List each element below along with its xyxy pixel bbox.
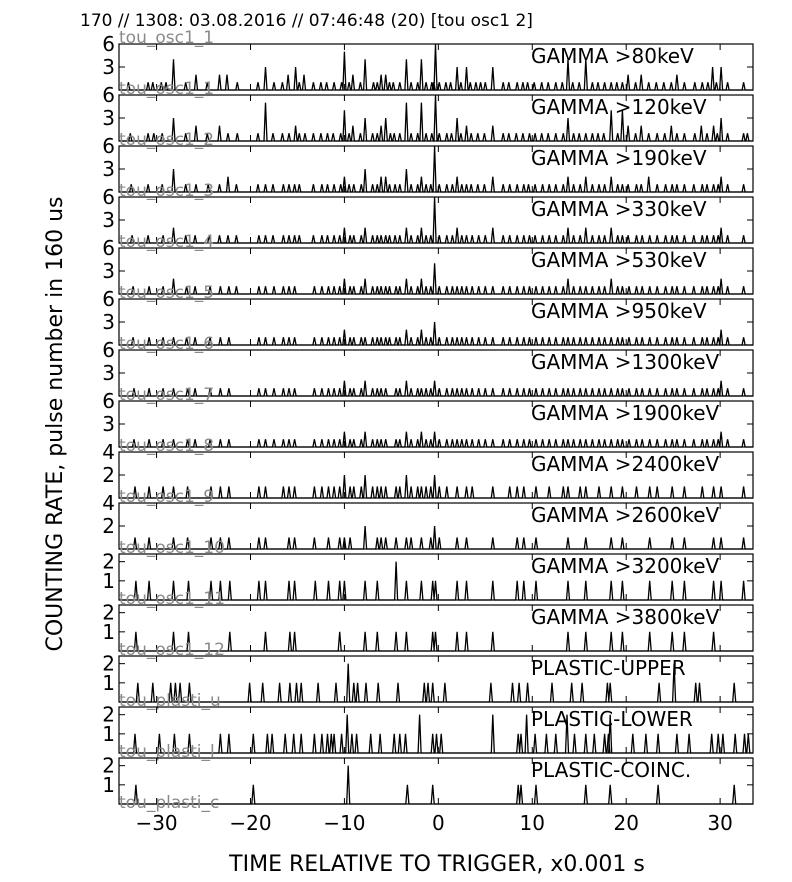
- channel-id: tou_plasti_l: [119, 742, 215, 762]
- channel-label: PLASTIC-UPPER: [531, 656, 686, 680]
- x-tick-label: −20: [229, 811, 272, 835]
- x-tick-label: −10: [323, 811, 366, 835]
- y-tick-label: 1: [102, 772, 115, 797]
- y-tick-label: 3: [102, 208, 115, 232]
- y-tick-label: 2: [102, 549, 115, 574]
- channel-id: tou_plasti_u: [119, 691, 221, 711]
- y-tick-label: 3: [102, 157, 115, 181]
- channel-id: tou_osc1_2: [119, 130, 215, 150]
- channel-label: GAMMA >3800keV: [531, 605, 720, 629]
- channel-id: tou_osc1_5: [119, 283, 215, 303]
- channel-label: GAMMA >2600keV: [531, 503, 720, 527]
- series-line: [119, 432, 753, 447]
- y-tick-label: 3: [102, 259, 115, 283]
- channel-label: GAMMA >1300keV: [531, 350, 720, 374]
- y-tick-label: 2: [102, 463, 115, 487]
- y-tick-label: 2: [102, 651, 115, 676]
- channel-label: PLASTIC-LOWER: [531, 707, 693, 731]
- y-tick-label: 3: [102, 55, 115, 79]
- y-tick-label: 1: [102, 568, 115, 593]
- panel-12: [102, 601, 753, 660]
- channel-id: tou_osc1_10: [119, 538, 225, 558]
- panel-15: [102, 754, 753, 813]
- channel-id: tou_osc1_12: [119, 640, 225, 660]
- channel-id: tou_osc1_1: [119, 79, 215, 99]
- y-tick-label: 3: [102, 310, 115, 334]
- x-axis-label: TIME RELATIVE TO TRIGGER, x0.001 s: [229, 852, 645, 877]
- channel-label: GAMMA >120keV: [531, 95, 707, 119]
- channel-id: tou_osc1_3: [119, 181, 215, 201]
- channel-label: GAMMA >1900keV: [531, 401, 720, 425]
- channel-id: tou_osc1_6: [119, 334, 215, 354]
- x-tick-label: 30: [707, 811, 733, 835]
- series-line: [119, 381, 753, 396]
- series-line: [119, 322, 753, 345]
- channel-label: GAMMA >330keV: [531, 197, 707, 221]
- y-tick-label: 6: [102, 236, 115, 260]
- channel-label: GAMMA >3200keV: [531, 554, 720, 578]
- y-tick-label: 6: [102, 134, 115, 158]
- y-tick-label: 3: [102, 412, 115, 436]
- y-tick-label: 3: [102, 106, 115, 130]
- chart-header: 170 // 1308: 03.08.2016 // 07:46:48 (20) [tou osc1 2]: [80, 11, 533, 31]
- y-tick-label: 2: [102, 600, 115, 625]
- x-tick-label: 20: [613, 811, 639, 835]
- y-tick-label: 3: [102, 361, 115, 385]
- y-tick-label: 6: [102, 389, 115, 413]
- y-tick-label: 6: [102, 185, 115, 209]
- y-tick-label: 4: [102, 491, 115, 515]
- y-tick-label: 6: [102, 32, 115, 56]
- y-tick-label: 6: [102, 287, 115, 311]
- y-tick-label: 1: [102, 670, 115, 695]
- channel-label: GAMMA >80keV: [531, 44, 694, 68]
- channel-id-top: tou_osc1_1: [119, 28, 215, 48]
- x-tick-label: 0: [431, 811, 445, 835]
- channel-label: GAMMA >2400keV: [531, 452, 720, 476]
- y-axis-label: COUNTING RATE, pulse number in 160 us: [43, 196, 68, 652]
- y-tick-label: 4: [102, 440, 115, 464]
- x-tick-label: 10: [519, 811, 546, 835]
- y-tick-label: 2: [102, 702, 115, 727]
- panel-13: [102, 652, 753, 711]
- channel-id: tou_plasti_c: [119, 793, 220, 813]
- panel-11: [102, 550, 753, 609]
- channel-label: GAMMA >530keV: [531, 248, 707, 272]
- y-tick-label: 2: [102, 753, 115, 778]
- series-line: [119, 475, 753, 498]
- channel-label: PLASTIC-COINC.: [531, 758, 692, 782]
- y-tick-label: 2: [102, 514, 115, 538]
- channel-id: tou_osc1_4: [119, 232, 215, 252]
- y-tick-label: 6: [102, 338, 115, 362]
- y-tick-label: 1: [102, 721, 115, 746]
- panel-14: [102, 703, 753, 762]
- channel-label: GAMMA >950keV: [531, 299, 707, 323]
- channel-id: tou_osc1_8: [119, 436, 215, 456]
- channel-id: tou_osc1_11: [119, 589, 225, 609]
- channel-id: tou_osc1_7: [119, 385, 215, 405]
- channel-id: tou_osc1_9: [119, 487, 215, 507]
- channel-label: GAMMA >190keV: [531, 146, 707, 170]
- y-tick-label: 1: [102, 619, 115, 644]
- x-axis: [135, 811, 732, 835]
- y-tick-label: 6: [102, 83, 115, 107]
- x-tick-label: −30: [135, 811, 178, 835]
- panels-group: [102, 28, 753, 813]
